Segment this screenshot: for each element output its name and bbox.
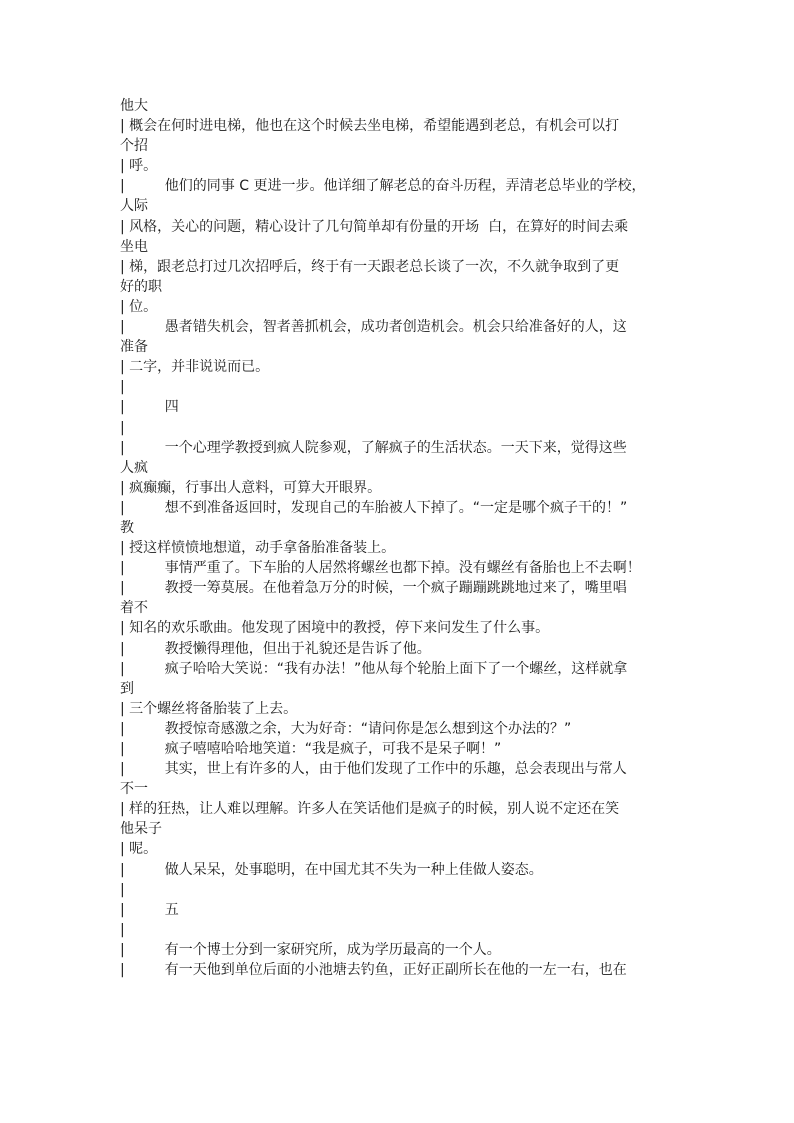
text-line: | 事情严重了。下车胎的人居然将螺丝也都下掉。没有螺丝有备胎也上不去啊！ bbox=[120, 560, 641, 577]
text-line: | 五 bbox=[120, 901, 179, 918]
text-line: 坐电 bbox=[120, 238, 148, 255]
text-line: | 四 bbox=[120, 399, 179, 416]
text-line: 他大 bbox=[120, 98, 148, 114]
text-line: | 三个螺丝将备胎装了上去。 bbox=[120, 700, 298, 717]
text-line: | 呼。 bbox=[120, 158, 158, 175]
text-line: | 教授一筹莫展。在他着急万分的时候，一个疯子蹦蹦跳跳地过来了，嘴里唱 bbox=[120, 580, 627, 597]
text-line: 教 bbox=[120, 519, 134, 536]
text-line: | 位。 bbox=[120, 298, 158, 315]
document-body bbox=[120, 96, 680, 980]
text-line: | 知名的欢乐歌曲。他发现了困境中的教授，停下来问发生了什么事。 bbox=[120, 620, 550, 637]
text-line: | 概会在何时进电梯，他也在这个时候去坐电梯，希望能遇到老总，有机会可以打 bbox=[120, 118, 620, 135]
text-line: | 疯子哈哈大笑说：“我有办法！”他从每个轮胎上面下了一个螺丝，这样就拿 bbox=[120, 660, 628, 677]
text-line: 人疯 bbox=[120, 459, 148, 476]
text-line: | 有一个博士分到一家研究所，成为学历最高的一个人。 bbox=[120, 941, 501, 958]
text-line: | 想不到准备返回时，发现自己的车胎被人下掉了。“一定是哪个疯子干的！” bbox=[120, 499, 628, 516]
text-line: | 疯癫癫，行事出人意料，可算大开眼界。 bbox=[120, 479, 382, 496]
text-line: | 梯，跟老总打过几次招呼后，终于有一天跟老总长谈了一次，不久就争取到了更 bbox=[120, 258, 620, 275]
text-line: | 疯子嘻嘻哈哈地笑道：“我是疯子，可我不是呆子啊！” bbox=[120, 741, 502, 757]
text-line: | bbox=[120, 921, 125, 938]
text-line: 准备 bbox=[120, 339, 148, 356]
text-line: | bbox=[120, 881, 125, 898]
text-line: | 一个心理学教授到疯人院参观，了解疯子的生活状态。一天下来，觉得这些 bbox=[120, 439, 627, 456]
text-line: | 呢。 bbox=[120, 841, 158, 858]
text-line: | 风格，关心的问题，精心设计了几句简单却有份量的开场 白，在算好的时间去乘 bbox=[120, 218, 629, 235]
text-line: 到 bbox=[120, 680, 134, 697]
text-line: 好的职 bbox=[120, 278, 162, 295]
text-line: 个招 bbox=[120, 138, 148, 155]
text-line: | 做人呆呆，处事聪明，在中国尤其不失为一种上佳做人姿态。 bbox=[120, 861, 543, 878]
text-line: | 二字，并非说说而已。 bbox=[120, 359, 270, 376]
text-line: 他呆子 bbox=[120, 821, 162, 838]
text-line: | bbox=[120, 419, 125, 436]
text-line: | 愚者错失机会，智者善抓机会，成功者创造机会。机会只给准备好的人，这 bbox=[120, 319, 627, 336]
text-line: 着不 bbox=[120, 600, 148, 617]
text-line: | 教授惊奇感激之余，大为好奇：“请问你是怎么想到这个办法的？” bbox=[120, 720, 572, 737]
text-line: | bbox=[120, 379, 125, 396]
text-line: | 有一天他到单位后面的小池塘去钓鱼，正好正副所长在他的一左一右，也在 bbox=[120, 962, 627, 979]
text-line: | 其实，世上有许多的人，由于他们发现了工作中的乐趣，总会表现出与常人 bbox=[120, 761, 627, 778]
text-line: 人际 bbox=[120, 198, 148, 215]
text-line: | 样的狂热，让人难以理解。许多人在笑话他们是疯子的时候，别人说不定还在笑 bbox=[120, 801, 620, 818]
text-line: 不一 bbox=[120, 781, 148, 798]
text-line: | 授这样愤愤地想道，动手拿备胎准备装上。 bbox=[120, 540, 396, 557]
text-line: | 教授懒得理他，但出于礼貌还是告诉了他。 bbox=[120, 640, 431, 657]
text-line: | 他们的同事 C 更进一步。他详细了解老总的奋斗历程，弄清老总毕业的学校， bbox=[120, 178, 646, 195]
